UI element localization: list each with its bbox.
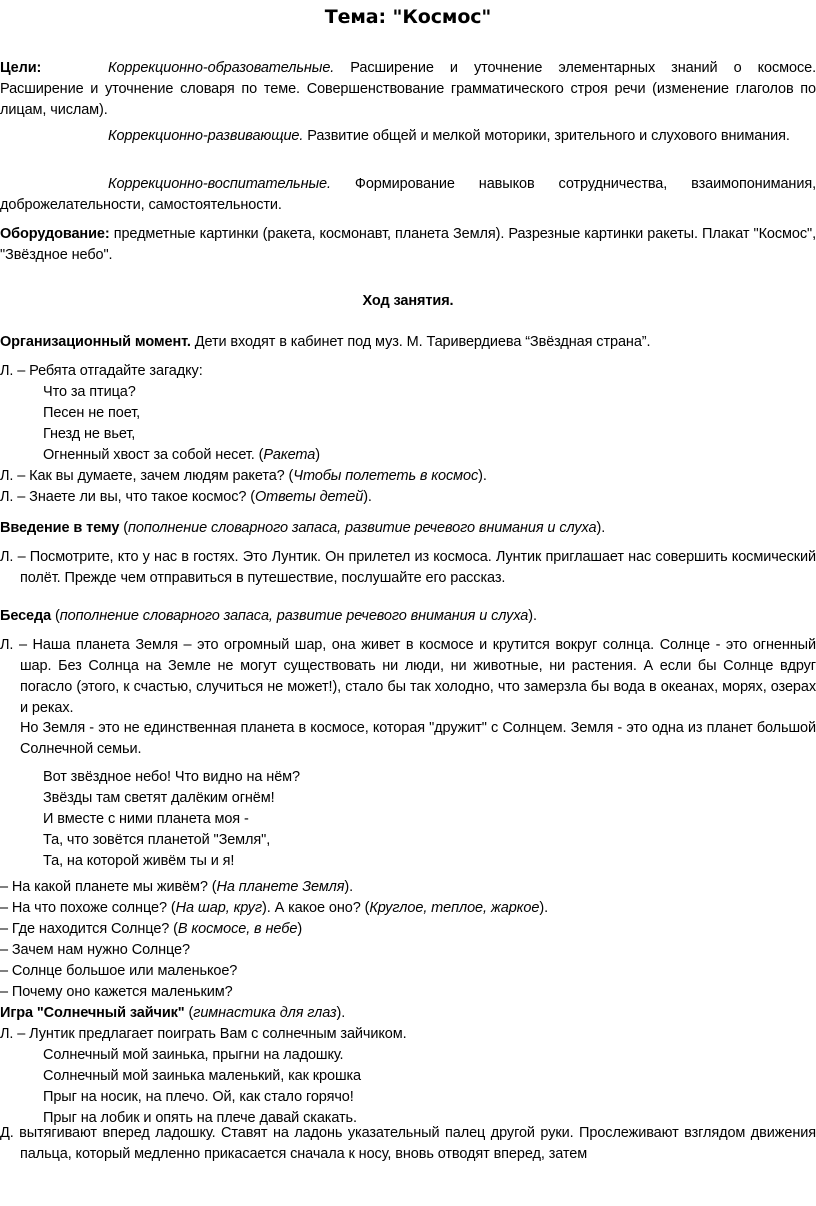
game-poem-line: Солнечный мой заинька маленький, как крошка <box>43 1068 362 1084</box>
goal-educational <box>0 58 816 121</box>
goal-3-heading: Коррекционно-воспитательные. <box>108 176 331 192</box>
qa-question: – Где находится Солнце? ( <box>0 921 178 937</box>
qa-answer: Круглое, теплое, жаркое <box>369 900 540 916</box>
qa-close: ). А какое оно? ( <box>262 900 370 916</box>
sun-questions <box>0 877 816 1129</box>
org-moment <box>0 332 816 353</box>
qa-close: ) <box>297 921 303 937</box>
final-paragraph: Д. вытягивают вперед ладошку. Ставят на ладонь указательный палец другой руки. Прослеживают взглядом движения пальца, который медленно прикасается сначала к носу, вновь отводят вперед, затем <box>0 1125 816 1162</box>
goal-2-text: Развитие общей и мелкой моторики, зрительного и слухового внимания. <box>303 128 790 144</box>
riddle-close: ) <box>315 447 320 463</box>
q2-text: Л. – Знаете ли вы, что такое космос? ( <box>0 489 255 505</box>
game-open: ( <box>184 1005 194 1021</box>
qa-answer: В космосе, в небе <box>177 921 298 937</box>
q2-close: ). <box>363 489 372 505</box>
game-note: гимнастика для глаз <box>193 1005 337 1021</box>
qa-line <box>0 877 816 898</box>
poem-line: И вместе с ними планета моя - <box>43 811 249 827</box>
talk-note: пополнение словарного запаса, развитие речевого внимания и слуха <box>59 608 529 624</box>
page-title: Тема: "Космос" <box>324 6 492 28</box>
riddle-block <box>0 361 816 508</box>
space-poem <box>0 767 816 872</box>
qa-line <box>0 919 816 940</box>
game-close: ). <box>336 1005 346 1021</box>
qa-line: – Почему оно кажется маленьким? <box>0 984 233 1000</box>
game-poem-line: Прыг на носик, на плечо. Ой, как стало горячо! <box>43 1089 354 1105</box>
intro-topic-open: ( <box>119 520 128 536</box>
riddle-last-line <box>0 445 816 466</box>
poem-line: Звёзды там светят далёким огнём! <box>43 790 275 806</box>
talk-paragraph-2: Но Земля - это не единственная планета в космосе, которая "дружит" с Солнцем. Земля - это одна из планет большой Солнечной семьи. <box>20 720 816 757</box>
qa-close: ). <box>344 879 354 895</box>
riddle-answer: Ракета <box>263 447 316 463</box>
riddle-line: Гнезд не вьет, <box>43 426 136 442</box>
riddle-last-text: Огненный хвост за собой несет. ( <box>43 447 264 463</box>
equipment-label: Оборудование: <box>0 226 110 242</box>
game-poem-line: Солнечный мой заинька, прыгни на ладошку. <box>43 1047 344 1063</box>
qa-question: – На что похоже солнце? ( <box>0 900 176 916</box>
equipment-text: предметные картинки (ракета, космонавт, планета Земля). Разрезные картинки ракеты. Плакат "Космос", "Звёздное небо". <box>0 226 816 263</box>
game-poem-line: Прыг на лобик и опять на плече давай скакать. <box>43 1110 357 1126</box>
org-text: Дети входят в кабинет под муз. М. Таривердиева “Звёздная страна”. <box>190 334 651 350</box>
intro-topic-close: ). <box>596 520 606 536</box>
riddle-line: Что за птица? <box>43 384 136 400</box>
lesson-heading: Ход занятия. <box>362 293 454 309</box>
qa-line: – Зачем нам нужно Солнце? <box>0 942 190 958</box>
talk-label: Беседа <box>0 608 52 624</box>
game-heading <box>0 1003 816 1024</box>
intro-topic-heading <box>0 518 816 539</box>
riddle-intro: Л. – Ребята отгадайте загадку: <box>0 363 203 379</box>
q2-answer: Ответы детей <box>254 489 364 505</box>
qa-line <box>0 898 816 919</box>
org-label: Организационный момент. <box>0 334 191 350</box>
goal-2-heading: Коррекционно-развивающие. <box>108 128 304 144</box>
talk-open: ( <box>51 608 60 624</box>
goals-label: Цели: <box>0 60 42 76</box>
qa-question: – На какой планете мы живём? ( <box>0 879 217 895</box>
talk-heading <box>0 606 816 627</box>
q1-close: ). <box>478 468 487 484</box>
game-label: Игра "Солнечный зайчик" <box>0 1005 185 1021</box>
intro-topic-label: Введение в тему <box>0 520 120 536</box>
talk-paragraph-1: Л. – Наша планета Земля – это огромный шар, она живет в космосе и крутится вокруг солнца. Солнце - это огненный шар. Без Солнца на Земле не могут существовать ни люди, ни животные, ни растения. А если бы Солнце вдруг погасло (этого, к счастью, случиться не может!), стало бы так холодно, что замерзла бы вода в океанах, морях, озерах и реках. <box>0 637 816 716</box>
talk-close: ). <box>528 608 537 624</box>
equipment-paragraph <box>0 224 816 266</box>
goal-upbringing <box>0 174 816 216</box>
intro-topic-note: пополнение словарного запаса, развитие речевого внимания и слуха <box>127 520 597 536</box>
qa-line: – Солнце большое или маленькое? <box>0 963 238 979</box>
qa-answer: На шар, круг <box>175 900 262 916</box>
game-intro: Л. – Лунтик предлагает поиграть Вам с солнечным зайчиком. <box>0 1026 407 1042</box>
riddle-line: Песен не поет, <box>43 405 141 421</box>
intro-text: Л. – Посмотрите, кто у нас в гостях. Это Лунтик. Он прилетел из космоса. Лунтик приглашает нас совершить космический полёт. Прежде чем отправиться в путешествие, послушайте его рассказ. <box>0 549 816 586</box>
question-space <box>0 487 816 508</box>
q1-answer: Чтобы полететь в космос <box>293 468 479 484</box>
poem-line: Вот звёздное небо! Что видно на нём? <box>43 769 300 785</box>
goal-1-heading: Коррекционно-образовательные. <box>108 60 335 76</box>
poem-line: Та, что зовётся планетой "Земля", <box>43 832 271 848</box>
qa-answer: На планете Земля <box>216 879 345 895</box>
q1-text: Л. – Как вы думаете, зачем людям ракета? ( <box>0 468 294 484</box>
goal-1-text: Расширение и уточнение элементарных знаний о космосе. Расширение и уточнение словаря по теме. Совершенствование грамматического строя речи (изменение глаголов по лицам, числам). <box>0 60 816 118</box>
goal-3-text: Формирование навыков сотрудничества, взаимопонимания, доброжелательности, самостоятельности. <box>0 176 816 213</box>
poem-line: Та, на которой живём ты и я! <box>43 853 235 869</box>
qa-close: ). <box>539 900 549 916</box>
question-rocket <box>0 466 816 487</box>
goal-developmental <box>0 126 816 147</box>
